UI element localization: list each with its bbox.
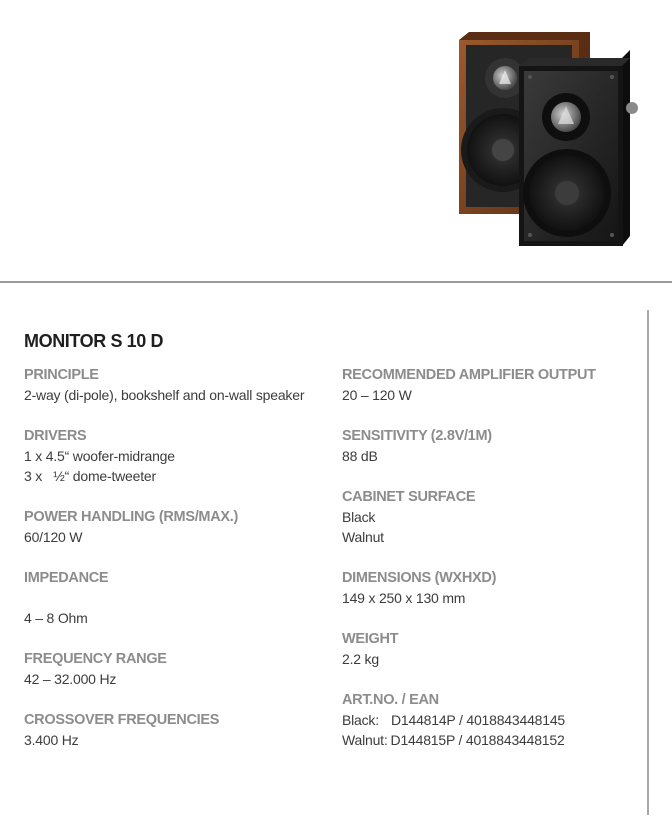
spec-heading: CROSSOVER FREQUENCIES — [24, 712, 220, 728]
spec-amplifier-output — [342, 365, 596, 405]
spec-power-handling — [24, 507, 238, 547]
spec-value: 42 – 32.000 Hz — [24, 671, 117, 687]
spec-dimensions — [342, 568, 496, 608]
spec-heading: POWER HANDLING (RMS/MAX.) — [24, 509, 239, 525]
spec-principle — [24, 365, 304, 405]
spec-value: 20 – 120 W — [342, 387, 412, 403]
spec-crossover — [24, 710, 219, 750]
spec-heading: PRINCIPLE — [24, 367, 99, 383]
spec-heading: RECOMMENDED AMPLIFIER OUTPUT — [342, 367, 596, 383]
product-hero — [0, 0, 672, 282]
ean-value: D144815P / 4018843448152 — [390, 732, 565, 748]
spec-drivers — [24, 426, 175, 486]
ean-value: D144814P / 4018843448145 — [391, 712, 566, 728]
spec-cabinet-surface — [342, 487, 475, 547]
product-title: MONITOR S 10 D — [24, 331, 164, 351]
spec-heading: ART.NO. / EAN — [342, 692, 439, 708]
vertical-rule — [647, 310, 649, 815]
ean-row-walnut — [342, 730, 565, 750]
ean-row-black — [342, 710, 565, 730]
spec-value: Black — [342, 509, 376, 525]
spec-sensitivity — [342, 426, 492, 466]
spec-value: Walnut — [342, 529, 384, 545]
spec-heading: DRIVERS — [24, 428, 87, 444]
spec-frequency-range — [24, 649, 167, 689]
ean-label: Walnut: — [342, 732, 388, 748]
spec-impedance — [24, 568, 108, 628]
spec-heading: DIMENSIONS (WXHXD) — [342, 570, 497, 586]
spec-value: 149 x 250 x 130 mm — [342, 590, 466, 606]
spec-heading: IMPEDANCE — [24, 570, 109, 586]
spec-heading: FREQUENCY RANGE — [24, 651, 167, 667]
spec-value: 60/120 W — [24, 529, 83, 545]
spec-value: 2.2 kg — [342, 651, 379, 667]
spec-weight — [342, 629, 398, 669]
spec-value: 88 dB — [342, 448, 378, 464]
speaker-pair-image — [0, 0, 672, 282]
spec-value: 3 x ½“ dome-tweeter — [24, 468, 156, 484]
spec-value: 2-way (di-pole), bookshelf and on-wall speaker — [24, 387, 305, 403]
spec-heading: CABINET SURFACE — [342, 489, 476, 505]
spec-heading: SENSITIVITY (2.8V/1M) — [342, 428, 492, 444]
spec-value: 1 x 4.5“ woofer-midrange — [24, 448, 175, 464]
spec-value: 3.400 Hz — [24, 732, 79, 748]
black-speaker — [519, 50, 638, 246]
ean-label: Black: — [342, 712, 379, 728]
spec-heading: WEIGHT — [342, 631, 399, 647]
spec-value: 4 – 8 Ohm — [24, 610, 88, 626]
spec-art-no-ean — [342, 690, 565, 750]
section-divider — [0, 281, 672, 283]
